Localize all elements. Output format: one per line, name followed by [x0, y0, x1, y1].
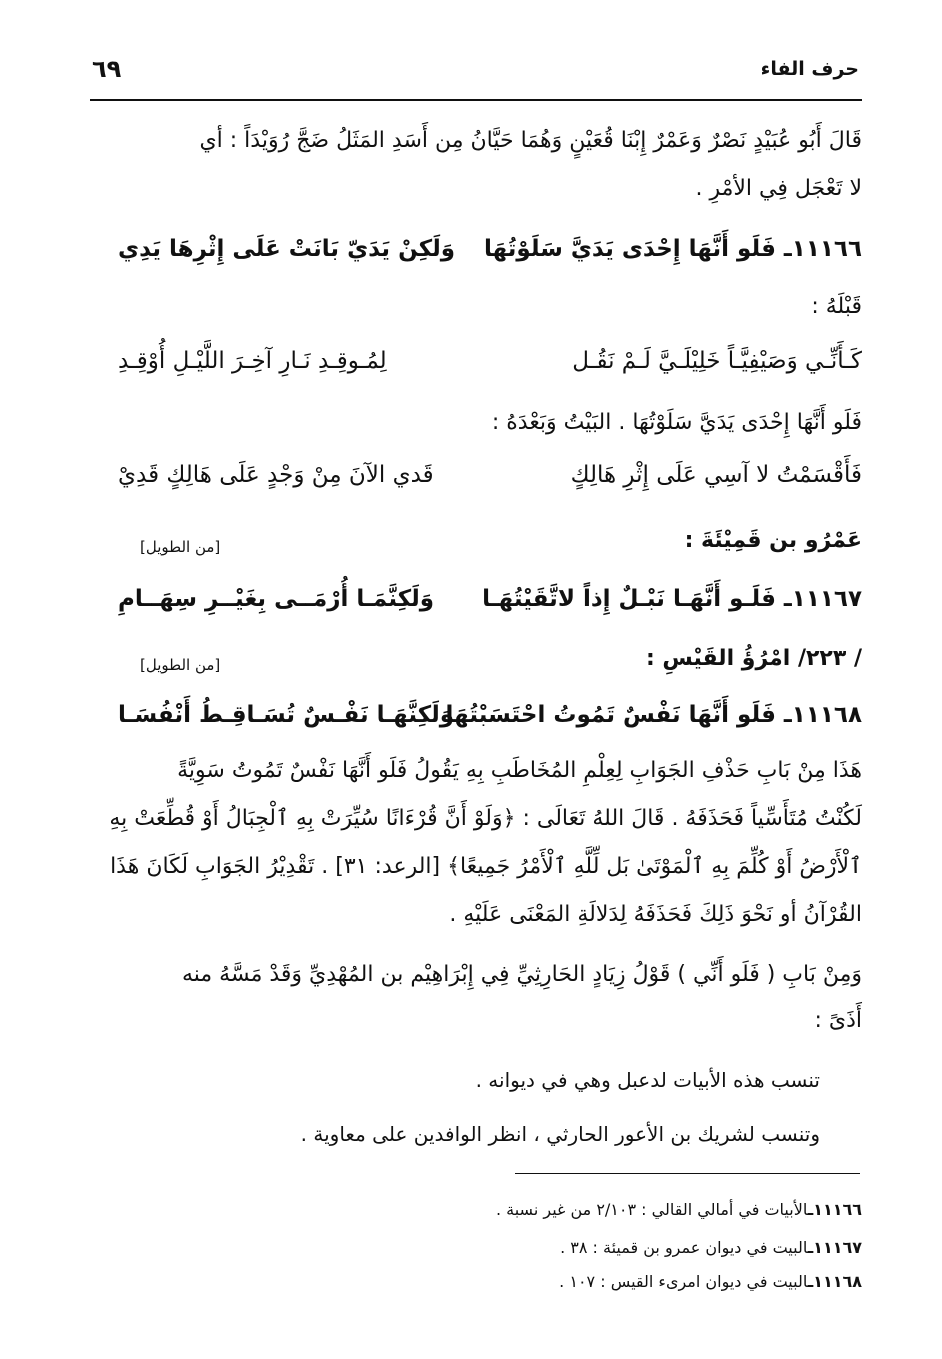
footnote-11166 [496, 1200, 862, 1219]
paragraph-1-line-2: لا تَعْجَل فِي الأمْرِ . [695, 176, 862, 201]
meter-label-2: [من الطويل] [140, 656, 221, 674]
hemistich-text: فَلَو أَنَّهَا نَفْسٌ تَمُوتُ احْتَسَبْتُهَا [445, 702, 776, 728]
running-header-title: حرف الفاء [760, 58, 859, 80]
verse-11166-first-hemistich [484, 236, 862, 262]
verse-number: ١١١٦٦ـ [783, 236, 862, 262]
footnote-number: ١١١٦٨ـ [807, 1272, 862, 1291]
verse-b [118, 462, 862, 506]
footnote-text: البيت في ديوان امرىء القيس : ١٠٧ . [559, 1272, 808, 1291]
footnote-11168 [559, 1272, 862, 1291]
verse-a [118, 348, 862, 392]
page-number: ٦٩ [92, 55, 122, 83]
footnote-rule [515, 1173, 860, 1174]
verse-a-first-hemistich: كَـأَنِّـي وَصَيْفِيَّـاً خَلِيْلَـيَّ لَـمْ نَقُـل [572, 348, 862, 374]
poet-name-1: عَمْرُو بن قَمِيْئَةَ : [684, 528, 862, 553]
paragraph-3-line-2: أَذَىً : [814, 1008, 862, 1033]
verse-11167-second-hemistich: وَلَكِنَّمَـا أُرْمَــى بِغَيْــرِ سِهَــامِ [118, 586, 435, 612]
verse-11168 [118, 702, 862, 746]
poet-name-2: / ٢٢٣/ امْرُؤُ القَيْسِ : [645, 646, 862, 671]
verse-11168-second-hemistich: وَلَكِنَّهَـا نَفْـسٌ تُسَـاقِـطُ أَنْفُسَـا [118, 702, 455, 728]
header-rule [90, 99, 862, 101]
paragraph-2-line-2: لَكُنْتُ مُتَأَسِّياً فَحَذَفَهُ . قَالَ اللهُ تَعَالَى : ﴿وَلَوْ أَنَّ قُرْءَانًا سُيِّرَتْ بِهِ ٱلْجِبَالُ أَوْ قُطِّعَتْ بِهِ [109, 806, 862, 831]
verse-b-first-hemistich: فَأَقْسَمْتُ لا آسِي عَلَى إِثْرِ هَالِكٍ [570, 462, 862, 488]
verse-b-second-hemistich: قَدي الآنَ مِنْ وَجْدٍ عَلَى هَالِكٍ قَدِيْ [118, 462, 434, 488]
paragraph-3-line-1: وَمِنْ بَابِ ( فَلَو أَنِّي ) قَوْلُ زِيَادٍ الحَارِثِيِّ فِي إِبْرَاهِيْم بن المُهْدِيِّ وَقَدْ مَسَّهُ منه [181, 962, 862, 987]
verse-a-second-hemistich: لِمُـوقِـدِ نَـارِ آخِـرَ اللَّيْـلِ أُوْقِـدِ [118, 348, 387, 374]
qablahu-label: قَبْلَهُ : [811, 294, 862, 319]
paragraph-2-line-1: هَذَا مِنْ بَابِ حَذْفِ الجَوَابِ لِعِلْمِ المُخَاطَبِ بِهِ يَقُولُ فَلَو أَنَّهَا نَفْسٌ تَمُوتُ سَوِيَّةً [177, 758, 862, 783]
paragraph-1-line-1: قَالَ أَبُو عُبَيْدٍ نَصْرٌ وَعَمْرٌ إِبْنَا قُعَيْنٍ وَهُمَا حَيَّانُ مِن أَسَدِ المَثَلُ ضَجَّ رُوَيْدَاً : أي [199, 128, 862, 153]
paragraph-2-line-3: ٱلْأَرْضُ أَوْ كُلِّمَ بِهِ ٱلْمَوْتَىٰ بَل لِّلَّهِ ٱلْأَمْرُ جَمِيعًا﴾ [الرعد: ٣١] . تَقْدِيْرُ الجَوَابِ لَكَانَ هَذَا [110, 854, 862, 879]
footnote-number: ١١١٦٧ـ [807, 1238, 862, 1257]
hemistich-text: فَلَـو أَنَّهَـا نَبْـلٌ إِذاً لاتَّقَيْتُهَـا [482, 586, 776, 612]
note-line-1: تنسب هذه الأبيات لدعبل وهي في ديوانه . [475, 1068, 820, 1092]
verse-number: ١١١٦٧ـ [783, 586, 862, 612]
hemistich-text: فَلَو أَنَّهَا إِحْدَى يَدَيَّ سَلَوْتُهَا [483, 236, 776, 262]
meter-label-1: [من الطويل] [140, 538, 221, 556]
footnote-number: ١١١٦٦ـ [807, 1200, 862, 1219]
verse-11166-second-hemistich: وَلَكِنْ يَدَيّ بَانَتْ عَلَى إِثْرِهَا يَدِي [118, 236, 456, 262]
verse-11166 [118, 236, 862, 280]
footnote-text: الأبيات في أمالي القالي : ٢/١٠٣ من غير نسبة . [495, 1200, 808, 1219]
verse-11168-first-hemistich [446, 702, 862, 728]
verse-number: ١١١٦٨ـ [783, 702, 862, 728]
context-line: فَلَو أَنَّهَا إِحْدَى يَدَيَّ سَلَوْتُهَا . البَيْتُ وَبَعْدَهُ : [491, 410, 862, 435]
footnote-11167 [560, 1238, 862, 1257]
paragraph-2-line-4: القُرْآنُ أو نَحْوَ ذَلِكَ فَحَذَفَهُ لِدَلالَةِ المَعْنَى عَلَيْهِ . [449, 902, 862, 927]
verse-11167-first-hemistich [482, 586, 862, 612]
footnote-text: البيت في ديوان عمرو بن قميئة : ٣٨ . [560, 1238, 808, 1257]
note-line-2: وتنسب لشريك بن الأعور الحارثي ، انظر الوافدين على معاوية . [300, 1122, 820, 1146]
verse-11167 [118, 586, 862, 630]
